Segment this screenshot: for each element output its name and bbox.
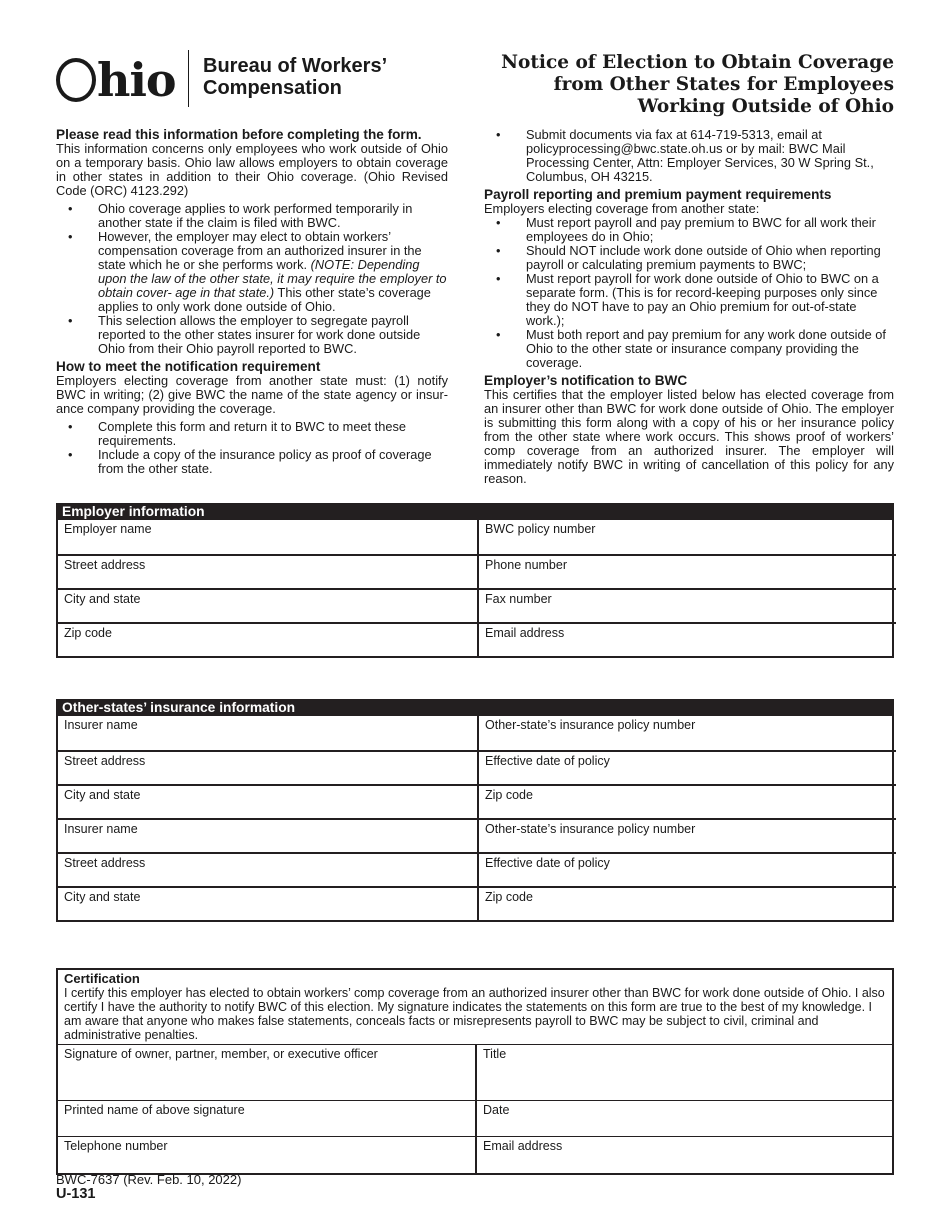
other-state-policy-number-field-2[interactable]: Other-state’s insurance policy number [477, 818, 896, 852]
payroll-heading: Payroll reporting and premium payment requirements [484, 187, 832, 202]
employer-city-state-field[interactable]: City and state [58, 588, 477, 622]
form-revision: BWC-7637 (Rev. Feb. 10, 2022) [56, 1172, 242, 1187]
instructions-left [56, 128, 448, 480]
printed-name-field[interactable]: Printed name of above signature [58, 1100, 475, 1136]
logo-o-mark [56, 58, 96, 102]
date-field[interactable]: Date [475, 1100, 892, 1136]
insurer-city-state-field-1[interactable]: City and state [58, 784, 477, 818]
certifier-email-field[interactable]: Email address [475, 1136, 892, 1173]
insurer-zip-field-1[interactable]: Zip code [477, 784, 896, 818]
requirements-list [56, 420, 448, 476]
title-field[interactable]: Title [475, 1044, 892, 1100]
list-item: • Complete this form and return it to BWC to meet these requirements. [98, 420, 448, 448]
payroll-paragraph: Employers electing coverage from another state: [484, 201, 760, 216]
employer-notification-heading: Employer’s notification to BWC [484, 373, 688, 388]
notification-paragraph: Employers electing coverage from another state must: (1) notify BWC in writing; (2) give BWC the name of the state agency or insur- ance company providing the coverage. [56, 373, 448, 416]
list-item: • Must report payroll for work done outside of Ohio to BWC on a separate form. (This is for record-keeping purposes only since they do NOT have to pay an Ohio premium for out-of-state work.); [526, 272, 894, 328]
form-code: U-131 [56, 1186, 96, 1202]
list-item: • Should NOT include work done outside of Ohio when reporting payroll or calculating premium payments to BWC; [526, 244, 894, 272]
agency-name-line1: Bureau of Workers’ [203, 55, 388, 77]
certification-section [56, 968, 894, 1175]
logo-wordmark: hio [97, 53, 176, 107]
insurer-street-address-field-1[interactable]: Street address [58, 750, 477, 784]
payroll-list [484, 216, 894, 370]
effective-date-field-1[interactable]: Effective date of policy [477, 750, 896, 784]
list-item-text: This other state’s coverage applies to only work done outside of Ohio. [98, 285, 431, 314]
section-heading: Other-states’ insurance information [56, 699, 894, 716]
phone-number-field[interactable]: Phone number [477, 554, 896, 588]
insurer-zip-field-2[interactable]: Zip code [477, 886, 896, 920]
list-item-text: However, the employer may elect to obtain workers’ compensation coverage from an authorized insurer in the state which he or she performs work. [98, 229, 422, 272]
document-title: Notice of Election to Obtain Coverage from Other States for Employees Working Outside of Ohio [501, 52, 894, 117]
other-state-policy-number-field-1[interactable]: Other-state’s insurance policy number [477, 716, 896, 750]
certification-text-block [58, 970, 892, 1044]
list-item: • Must report payroll and pay premium to BWC for all work their employees do in Ohio; [526, 216, 894, 244]
section-heading: Employer information [56, 503, 894, 520]
insurer-city-state-field-2[interactable]: City and state [58, 886, 477, 920]
agency-name [203, 55, 387, 99]
bwc-policy-number-field[interactable]: BWC policy number [477, 520, 896, 554]
employer-information-section [56, 503, 894, 658]
list-item: • This selection allows the employer to segregate payroll reported to the other states insurer for work done outside Ohio from their Ohio payroll reported to BWC. [98, 314, 448, 356]
signature-field[interactable]: Signature of owner, partner, member, or executive officer [58, 1044, 475, 1100]
certification-statement: I certify this employer has elected to obtain workers’ comp coverage from an authorized insurer other than BWC for work done outside of Ohio. I also certify I have the authority to notify BWC of this election. My signature indicates the statements on this form are true to the best of my knowledge. I am aware that anyone who makes false statements, conceals facts or misrepresents payroll to BWC may be subject to civil, criminal and administrative penalties. [64, 986, 885, 1042]
insurer-name-field-2[interactable]: Insurer name [58, 818, 477, 852]
submit-list [484, 128, 894, 184]
list-item: • Submit documents via fax at 614-719-5313, email at policyprocessing@bwc.state.oh.us or by mail: BWC Mail Processing Center, Attn: Employer Services, 30 W Spring St., Columbus, OH 43215. [526, 128, 894, 184]
insurer-street-address-field-2[interactable]: Street address [58, 852, 477, 886]
employer-street-address-field[interactable]: Street address [58, 554, 477, 588]
employer-email-field[interactable]: Email address [477, 622, 896, 656]
effective-date-field-2[interactable]: Effective date of policy [477, 852, 896, 886]
intro-paragraph: This information concerns only employees who work outside of Ohio on a temporary basis. Ohio law allows employers to obtain coverage in other states in addition to their Ohio coverage. (Ohio Revised Code (ORC) 4123.292) [56, 141, 448, 198]
certification-heading: Certification [64, 971, 140, 986]
list-item: • Ohio coverage applies to work performed temporarily in another state if the claim is filed with BWC. [98, 202, 448, 230]
ohio-logo [56, 50, 176, 110]
employer-name-field[interactable]: Employer name [64, 522, 152, 536]
list-item-note: (NOTE: Depending upon the law of the other state, it may require the employer to obtain cover- age in that state.) [98, 257, 447, 300]
coverage-list [56, 202, 448, 356]
read-info-heading: Please read this information before completing the form. [56, 127, 422, 142]
employer-notification-paragraph: This certifies that the employer listed below has elected coverage from an insurer other than BWC for work done outside of Ohio. The employer is submitting this form along with a copy of his or her insurance policy from the other state where work occurs. This shows proof of workers’ comp coverage from an authorized insurer. The employer will immediately notify BWC in writing of cancellation of this policy for any reason. [484, 387, 894, 486]
employer-zip-field[interactable]: Zip code [58, 622, 477, 656]
list-item: • Include a copy of the insurance policy as proof of coverage from the other state. [98, 448, 448, 476]
notification-heading: How to meet the notification requirement [56, 359, 321, 374]
list-item [98, 230, 448, 314]
telephone-field[interactable]: Telephone number [58, 1136, 475, 1173]
insurer-name-field-1[interactable]: Insurer name [64, 718, 138, 732]
list-item: • Must both report and pay premium for any work done outside of Ohio to the other state or insurance company providing the coverage. [526, 328, 894, 370]
logo-divider [188, 50, 189, 107]
other-states-insurance-section [56, 699, 894, 922]
agency-name-line2: Compensation [203, 77, 342, 99]
fax-number-field[interactable]: Fax number [477, 588, 896, 622]
instructions-right [484, 128, 894, 486]
